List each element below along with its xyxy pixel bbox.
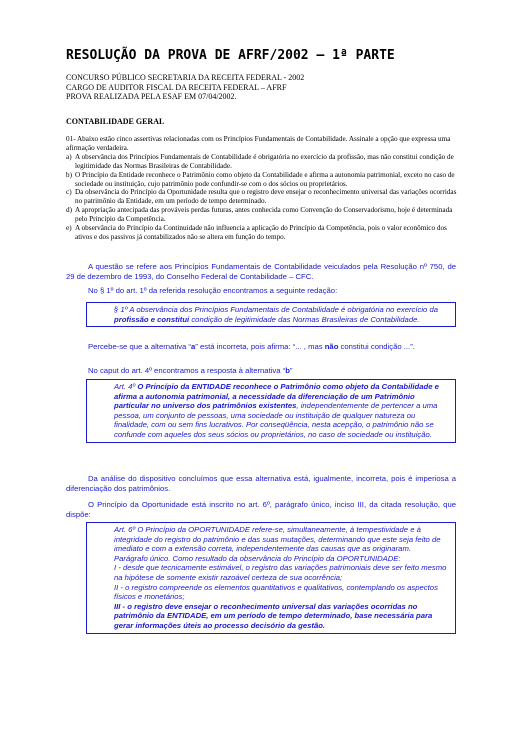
question-intro: 01- Abaixo estão cinco assertivas relacionadas com os Princípios Fundamentais de Contabilidade. Assinale a opção que expressa uma afirmação verdadeira. (66, 135, 451, 152)
resolution-paragraph-5: Da análise do dispositivo concluímos que essa alternativa está, igualmente, incorreta, pois é imperiosa a diferenciação dos patrimônios. (66, 474, 456, 493)
option-a: a) A observância dos Princípios Fundamentais de Contabilidade é obrigatória no exercício da profissão, mas não constitui condição de legitimidade das Normas Brasileiras de Contabilidade. (66, 152, 454, 170)
header-line-exam: PROVA REALIZADA PELA ESAF EM 07/04/2002. (66, 92, 237, 101)
resolution-paragraph-2: No § 1º do art. 1º da referida resolução encontramos a seguinte redação: (88, 286, 338, 295)
resolution-paragraph-1: A questão se refere aos Princípios Fundamentais de Contabilidade veiculados pela Resolução nº 750, de 29 de dezembro de 1993, do Conselho Federal de Contabilidade – CFC. (66, 262, 456, 281)
quote-art-6-caput: Art. 6º O Princípio da OPORTUNIDADE refere-se, simultaneamente, à tempestividade e à integridade do registro do patrimônio e das suas mutações, determinando que este seja feito de imediato e com a extensão correta, independentemente das causas que as originaram. (114, 525, 441, 554)
header-line-role: CARGO DE AUDITOR FISCAL DA RECEITA FEDERAL – AFRF (66, 82, 287, 92)
section-heading: CONTABILIDADE GERAL (66, 117, 165, 126)
quote-art-1: § 1º A observância dos Princípios Fundamentais de Contabilidade é obrigatória no exercício da profissão e constitui condição de legitimidade das Normas Brasileiras de Contabilidade. (86, 302, 456, 327)
resolution-paragraph-6: O Princípio da Oportunidade está inscrito no art. 6º, parágrafo único, inciso III, da citada resolução, que dispõe: (66, 500, 456, 519)
quote-art-6-inciso-3: III - o registro deve ensejar o reconhecimento universal das variações ocorridas no patrimônio da ENTIDADE, em um período de tempo determinado, base necessária para gerar informações úteis ao processo decisório da gestão. (114, 601, 433, 630)
quote-art-6-inciso-1: I - desde que tecnicamente estimável, o registro das variações patrimoniais deve ser feito mesmo na hipótese de somente existir razoável certeza de sua ocorrência; (114, 563, 447, 582)
question-block (66, 135, 458, 242)
quote-art-6 (86, 522, 456, 634)
option-d: d) A apropriação antecipada das prováveis perdas futuras, antes conhecida como Convenção do Conservadorismo, hoje é determinada pelo Princípio da Competência. (66, 206, 453, 224)
quote-art-6-paragraph: Parágrafo único. Como resultado da observância do Princípio da OPORTUNIDADE: (114, 553, 401, 563)
header-line-contest: CONCURSO PÚBLICO SECRETARIA DA RECEITA FEDERAL - 2002 (66, 73, 305, 82)
option-c: c) Da observância do Princípio da Oportunidade resulta que o registro deve ensejar o reconhecimento universal das variações ocorridas no patrimônio da Entidade, em um período de tempo determinado. (66, 188, 457, 206)
option-e: e) A observância do Princípio da Continuidade não influencia a aplicação do Princípio da Competência, pois o valor econômico dos ativos e dos passivos já contabilizados não se altera em função do tempo. (66, 224, 447, 241)
option-b: b) O Princípio da Entidade reconhece o Patrimônio como objeto da Contabilidade e afirma a autonomia patrimonial, exceto no caso de sociedade ou instituição, cujo patrimônio pode confundir-se com o dos sócios ou proprietários. (66, 170, 455, 188)
resolution-paragraph-4: No caput do art. 4º encontramos a resposta à alternativa “b” (88, 366, 293, 375)
page-title: RESOLUÇÃO DA PROVA DE AFRF/2002 – 1ª PARTE (66, 48, 395, 63)
quote-art-6-inciso-2: II - o registro compreende os elementos quantitativos e qualitativos, contemplando os aspectos físicos e monetários; (114, 582, 438, 602)
quote-art-4: Art. 4º O Princípio da ENTIDADE reconhece o Patrimônio como objeto da Contabilidade e afirma a autonomia patrimonial, a necessidade da diferenciação de um Patrimônio particular no universo dos patrimônios existentes, independentemente de pertencer a uma pessoa, um conjunto de pessoas, uma sociedade ou instituição de qualquer natureza ou finalidade, com ou sem fins lucrativos. Por conseqüência, nesta acepção, o patrimônio não se confunde com aqueles dos seus sócios ou proprietários, no caso de sociedade ou instituição. (86, 379, 456, 443)
resolution-paragraph-3: Percebe-se que a alternativa “a” está incorreta, pois afirma: “... , mas não constitui condição ...”. (88, 342, 415, 351)
